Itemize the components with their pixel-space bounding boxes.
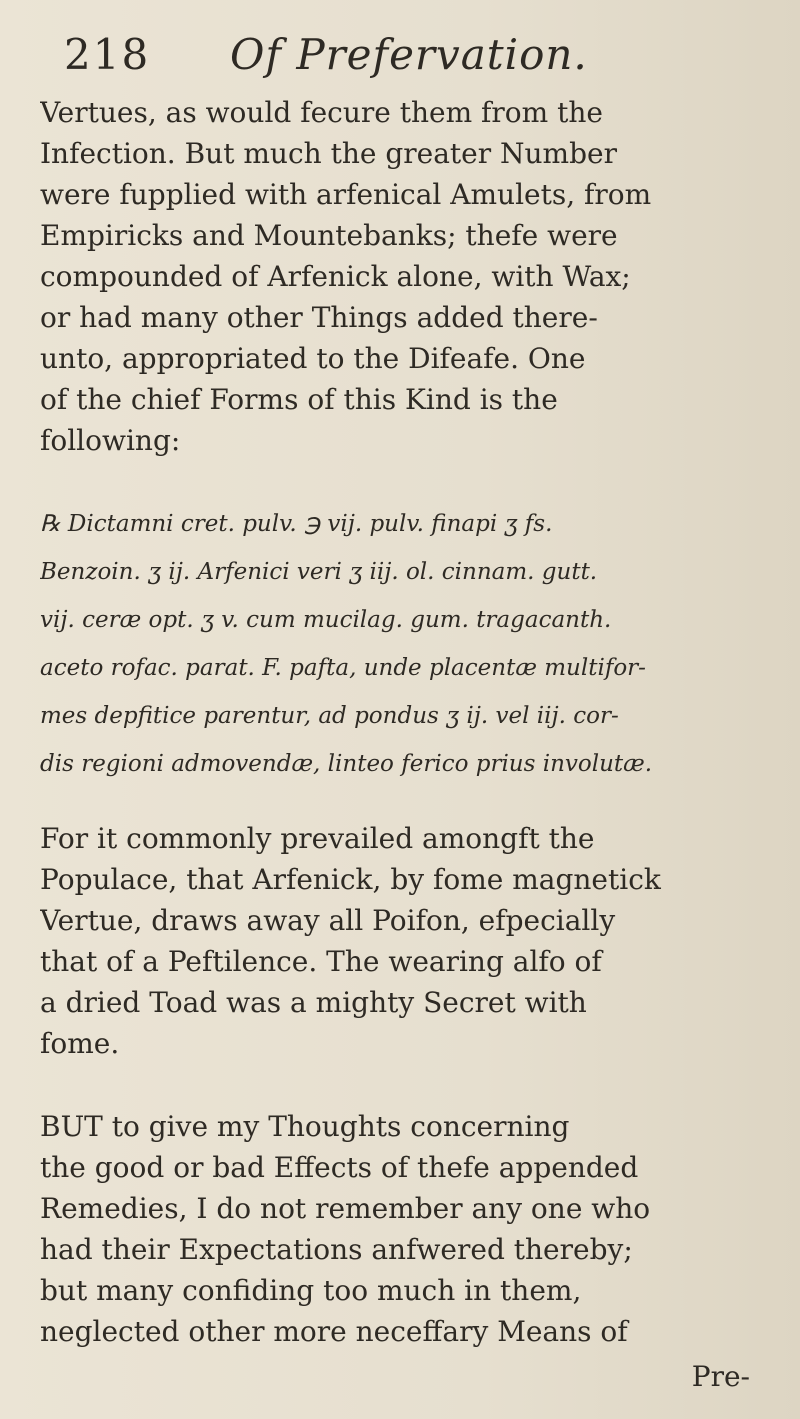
text-line: unto, appropriated to the Difeafe. One bbox=[40, 342, 586, 375]
text-line: Populace, that Arfenick, by fome magnetick bbox=[40, 863, 661, 896]
recipe-line: aceto rofac. parat. F. pafta, unde placentæ multifor- bbox=[40, 655, 646, 681]
text-line: had their Expectations anfwered thereby; bbox=[40, 1233, 633, 1266]
text-line: For it commonly prevailed amongft the bbox=[40, 822, 595, 855]
recipe-line: ℞ Dictamni cret. pulv. ℈ vij. pulv. finapi ʒ fs. bbox=[40, 511, 553, 537]
text-line: of the chief Forms of this Kind is the bbox=[40, 383, 558, 416]
text-line: Vertue, draws away all Poifon, efpecially bbox=[40, 904, 616, 937]
text-line: Vertues, as would fecure them from the bbox=[40, 96, 603, 129]
text-line: a dried Toad was a mighty Secret with bbox=[40, 986, 587, 1019]
text-line: fome. bbox=[40, 1027, 120, 1060]
text-line: following: bbox=[40, 424, 181, 457]
text-line: but many confiding too much in them, bbox=[40, 1274, 582, 1307]
recipe-line: mes depfitice parentur, ad pondus ʒ ij. vel iij. cor- bbox=[40, 703, 619, 729]
catchword: Pre- bbox=[691, 1360, 750, 1393]
recipe-line: Benzoin. ʒ ij. Arfenici veri ʒ iij. ol. cinnam. gutt. bbox=[40, 559, 598, 585]
recipe-line: vij. ceræ opt. ʒ v. cum mucilag. gum. tragacanth. bbox=[40, 607, 612, 633]
text-line: Infection. But much the greater Number bbox=[40, 137, 617, 170]
running-head: Of Prefervation. bbox=[230, 30, 588, 79]
text-line: that of a Peftilence. The wearing alfo of bbox=[40, 945, 602, 978]
recipe-line: dis regioni admovendæ, linteo ferico prius involutæ. bbox=[40, 751, 653, 777]
paragraph-2 bbox=[40, 818, 780, 1064]
text-line: compounded of Arfenick alone, with Wax; bbox=[40, 260, 631, 293]
text-line: neglected other more neceffary Means of bbox=[40, 1315, 628, 1348]
text-line: or had many other Things added there- bbox=[40, 301, 598, 334]
text-line: the good or bad Effects of thefe appended bbox=[40, 1151, 639, 1184]
text-line: Empiricks and Mountebanks; thefe were bbox=[40, 219, 618, 252]
paragraph-3 bbox=[40, 1106, 780, 1352]
paragraph-1 bbox=[40, 92, 780, 461]
text-line: were fupplied with arfenical Amulets, from bbox=[40, 178, 652, 211]
text-line: Remedies, I do not remember any one who bbox=[40, 1192, 651, 1225]
text-line: BUT to give my Thoughts concerning bbox=[40, 1110, 570, 1143]
recipe-block bbox=[40, 500, 780, 788]
page-header bbox=[64, 20, 764, 90]
page-number: 218 bbox=[64, 30, 151, 79]
